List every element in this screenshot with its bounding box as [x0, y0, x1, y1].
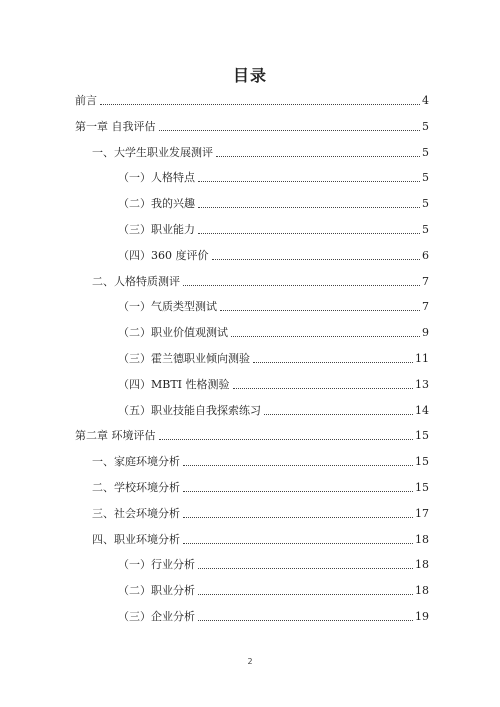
toc-entry-title: 第一章 自我评估 [75, 119, 156, 133]
toc-entry-title: 三、社会环境分析 [92, 506, 180, 520]
dot-leader [159, 439, 414, 440]
dot-leader [100, 104, 420, 105]
dot-leader [216, 156, 420, 157]
toc-entry-page: 14 [415, 403, 429, 417]
toc-entry[interactable] [75, 114, 429, 134]
page-title: 目录 [232, 66, 267, 85]
toc-entry[interactable] [92, 501, 429, 521]
toc-entry-page: 18 [415, 558, 429, 572]
dot-leader [212, 259, 421, 260]
toc-entry-title: 二、人格特质测评 [92, 274, 180, 288]
toc-entry-title: （三）企业分析 [118, 610, 195, 623]
toc-entry[interactable] [92, 449, 429, 469]
toc-entry[interactable] [118, 217, 429, 237]
dot-leader [183, 543, 413, 544]
toc-entry-page: 4 [422, 94, 429, 107]
toc-entry-page: 15 [415, 455, 429, 469]
toc-entry[interactable] [118, 320, 429, 340]
toc-entry-page: 5 [422, 197, 429, 211]
toc-entry[interactable] [118, 604, 429, 624]
toc-entry-page: 5 [422, 119, 429, 133]
toc-entry-page: 6 [422, 248, 429, 262]
dot-leader [231, 336, 420, 337]
dot-leader [198, 233, 420, 234]
toc-entry-title: （二）职业价值观测试 [118, 326, 228, 340]
toc-entry-title: （三）霍兰德职业倾向测验 [118, 352, 250, 365]
toc-entry[interactable] [118, 552, 429, 572]
toc-entry-page: 7 [422, 274, 429, 288]
toc-entry-title: 二、学校环境分析 [92, 481, 180, 494]
toc-entry-page: 7 [422, 300, 429, 314]
toc-entry-title: （二）职业分析 [118, 584, 195, 598]
dot-leader [220, 310, 420, 311]
toc-entry[interactable] [118, 191, 429, 211]
page-number: 2 [247, 657, 253, 666]
toc-entry[interactable] [75, 423, 429, 443]
dot-leader [183, 491, 413, 492]
toc-entry-title: 第二章 环境评估 [75, 429, 156, 443]
toc-entry[interactable] [118, 398, 429, 418]
toc-entry[interactable] [118, 372, 429, 392]
toc-entry-page: 17 [415, 506, 429, 520]
toc-entry-title: （二）我的兴趣 [118, 197, 195, 211]
toc-entry-page: 5 [422, 171, 429, 185]
toc-entry-title: （五）职业技能自我探索练习 [118, 403, 261, 417]
toc-entry[interactable] [118, 346, 429, 366]
toc-entry-page: 5 [422, 145, 429, 159]
toc-entry[interactable] [92, 475, 429, 495]
toc-entry[interactable] [75, 88, 429, 108]
dot-leader [233, 388, 413, 389]
toc-entry-title: 一、家庭环境分析 [92, 455, 180, 469]
dot-leader [198, 594, 413, 595]
toc-entry-page: 19 [415, 610, 429, 623]
toc-entry-page: 11 [415, 352, 429, 365]
toc-entry-title: （三）职业能力 [118, 223, 195, 236]
toc-entry-title: 一、大学生职业发展测评 [92, 145, 213, 159]
toc-entry-title: （四）360 度评价 [118, 248, 209, 262]
dot-leader [183, 285, 420, 286]
toc-entry[interactable] [118, 243, 429, 263]
toc-entry-title: （一）气质类型测试 [118, 300, 217, 314]
toc-entry[interactable] [92, 269, 429, 289]
toc-entry-title: （四）MBTI 性格测验 [118, 377, 230, 391]
toc-entry-page: 18 [415, 532, 429, 546]
toc-entry[interactable] [92, 527, 429, 547]
dot-leader [198, 620, 413, 621]
dot-leader [159, 130, 421, 131]
toc-entry-title: （一）行业分析 [118, 558, 195, 572]
toc-entry-page: 13 [415, 377, 429, 391]
toc-entry[interactable] [118, 165, 429, 185]
dot-leader [183, 517, 413, 518]
dot-leader [198, 207, 420, 208]
toc-entry[interactable] [118, 294, 429, 314]
toc-entry-page: 15 [415, 481, 429, 494]
dot-leader [253, 362, 413, 363]
dot-leader [198, 181, 420, 182]
dot-leader [198, 568, 413, 569]
toc-entry-page: 15 [415, 429, 429, 443]
toc-entry-page: 5 [422, 223, 429, 236]
toc-entry-title: 四、职业环境分析 [92, 532, 180, 546]
dot-leader [183, 465, 413, 466]
toc-entry-page: 18 [415, 584, 429, 598]
toc-entry-title: （一）人格特点 [118, 171, 195, 185]
toc-entry-title: 前言 [75, 94, 97, 107]
toc-entry[interactable] [118, 578, 429, 598]
toc-entry-page: 9 [422, 326, 429, 340]
toc-entry[interactable] [92, 140, 429, 160]
dot-leader [264, 414, 413, 415]
